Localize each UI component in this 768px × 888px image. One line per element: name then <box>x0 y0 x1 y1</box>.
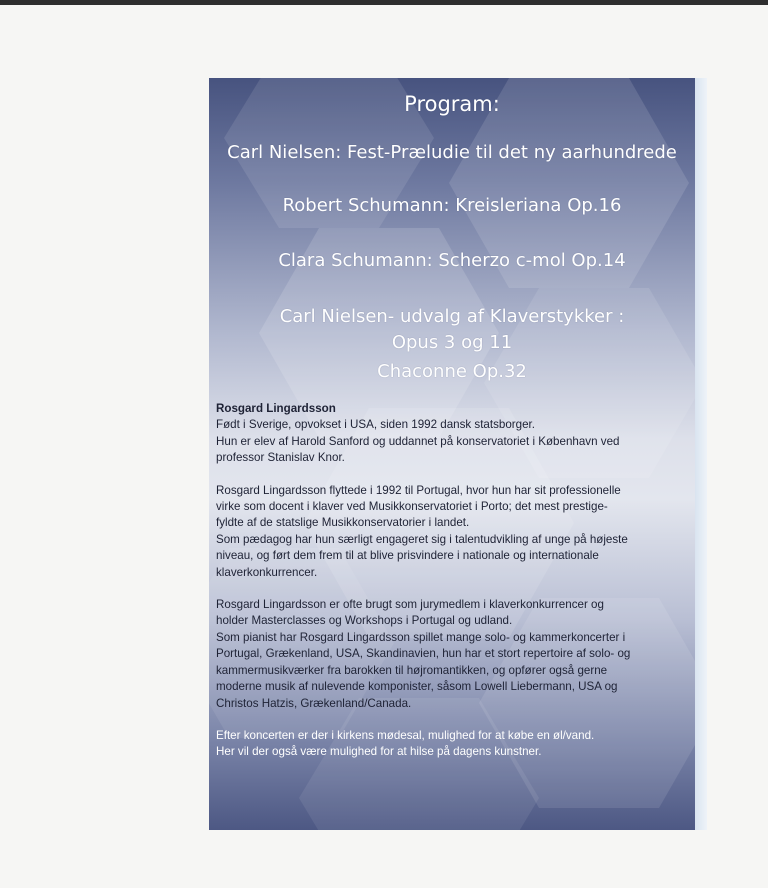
bio-line: moderne musik af nulevende komponister, såsom Lowell Liebermann, USA og <box>216 680 618 694</box>
bio-line: professor Stanislav Knor. <box>216 451 345 465</box>
program-item-schumann-kreisleriana: Robert Schumann: Kreisleriana Op.16 <box>282 195 622 216</box>
bio-line: Født i Sverige, opvokset i USA, siden 1992 dansk statsborger. <box>216 418 535 432</box>
bio-line: Som pædagog har hun særligt engageret sig i talentudvikling af unge på højeste <box>216 532 628 546</box>
bio-line: kammermusikværker fra barokken til højromantikken, og opfører også gerne <box>216 663 608 677</box>
program-item-clara-schumann-scherzo: Clara Schumann: Scherzo c-mol Op.14 <box>278 250 626 271</box>
artist-name: Rosgard Lingardsson <box>216 402 336 415</box>
program-item-nielsen-klaverstykker: Carl Nielsen- udvalg af Klaverstykker : <box>279 306 625 327</box>
bio-line: niveau, og ført dem frem til at blive prisvindere i nationale og internationale <box>216 549 599 563</box>
program-item-opus: Opus 3 og 11 <box>391 332 513 353</box>
bio-line: Portugal, Grækenland, USA, Skandinavien, hun har et stort repertoire af solo- og <box>216 647 631 661</box>
bio-line: Rosgard Lingardsson flyttede i 1992 til Portugal, hvor hun har sit professionelle <box>216 483 621 497</box>
footer-line: Efter koncerten er der i kirkens mødesal, mulighed for at købe en øl/vand. <box>216 728 595 742</box>
bio-line: klaverkonkurrencer. <box>216 565 318 579</box>
bio-line: Rosgard Lingardsson er ofte brugt som jurymedlem i klaverkonkurrencer og <box>216 598 604 612</box>
scan-top-edge <box>0 0 768 5</box>
bio-line: Hun er elev af Harold Sanford og uddannet på konservatoriet i København ved <box>216 434 620 448</box>
bio-line: Christos Hatzis, Grækenland/Canada. <box>216 696 412 710</box>
poster-side-strip <box>695 78 707 830</box>
artist-biography <box>216 401 686 761</box>
bio-line: Som pianist har Rosgard Lingardsson spillet mange solo- og kammerkoncerter i <box>216 630 626 644</box>
program-item-nielsen-festpraeludie: Carl Nielsen: Fest-Præludie til det ny aarhundrede <box>227 142 677 163</box>
concert-poster <box>209 78 695 830</box>
footer-line: Her vil der også være mulighed for at hilse på dagens kunstner. <box>216 745 542 759</box>
program-heading: Program: <box>404 92 500 116</box>
bio-line: virke som docent i klaver ved Musikkonservatoriet i Porto; det mest prestige- <box>216 500 608 514</box>
bio-line: holder Masterclasses og Workshops i Portugal og udland. <box>216 614 513 628</box>
bio-line: fyldte af de statslige Musikkonservatorier i landet. <box>216 516 470 530</box>
program-item-chaconne: Chaconne Op.32 <box>377 361 527 382</box>
footer-note <box>216 728 686 761</box>
